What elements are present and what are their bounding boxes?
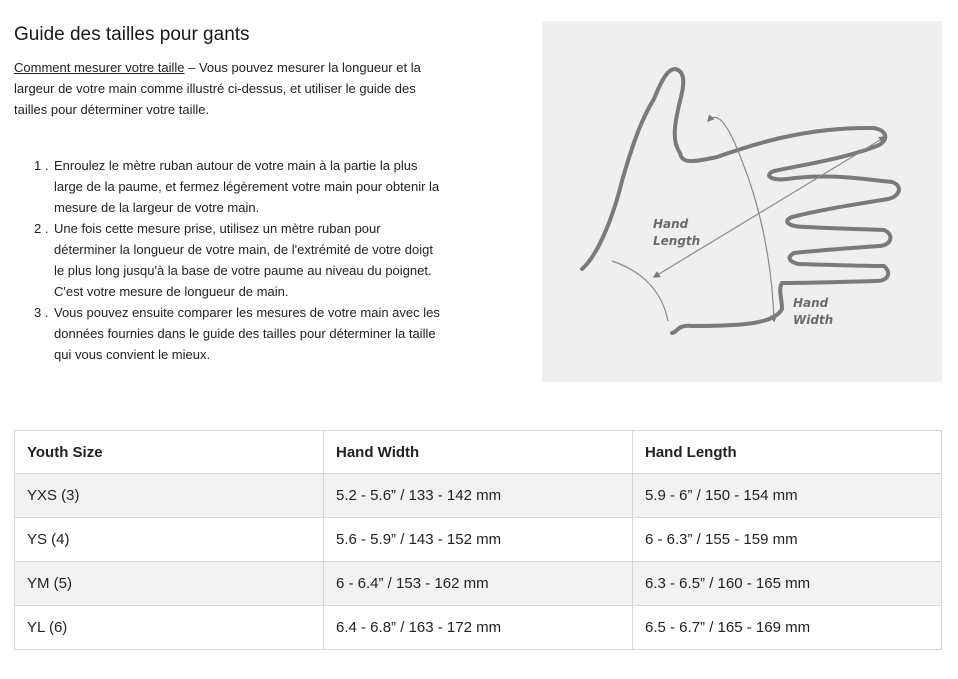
step-number: 1 . [34, 158, 49, 173]
how-to-measure-link[interactable]: Comment mesurer votre taille [14, 60, 185, 75]
cell-size: YM (5) [15, 562, 324, 606]
cell-hand-length: 6.5 - 6.7” / 165 - 169 mm [633, 606, 942, 650]
hand-width-label-1: Hand [793, 296, 829, 310]
cell-hand-width: 6 - 6.4” / 153 - 162 mm [324, 562, 633, 606]
intro-paragraph [14, 57, 444, 120]
cell-hand-width: 5.2 - 5.6” / 133 - 142 mm [324, 474, 633, 518]
cell-hand-width: 5.6 - 5.9” / 143 - 152 mm [324, 518, 633, 562]
cell-hand-width: 6.4 - 6.8” / 163 - 172 mm [324, 606, 633, 650]
table-row [15, 606, 942, 650]
step-text: Une fois cette mesure prise, utilisez un mètre ruban pour déterminer la longueur de votre main, de l'extrémité de votre doigt le plus long jusqu'à la base de votre paume au niveau du poignet. C'est votre mesure de longueur de main. [54, 221, 433, 299]
header-youth-size: Youth Size [15, 431, 324, 474]
cell-size: YL (6) [15, 606, 324, 650]
step-text: Vous pouvez ensuite comparer les mesures de votre main avec les données fournies dans le guide des tailles pour déterminer la taille qui vous convient le mieux. [54, 305, 440, 362]
hand-length-label-1: Hand [653, 217, 689, 231]
header-hand-length: Hand Length [633, 431, 942, 474]
step-item [14, 302, 446, 365]
wrist-curve [612, 261, 668, 321]
intro-text: – Vous pouvez mesurer la longueur et la largeur de votre main comme illustré ci-dessus, et utiliser le guide des tailles pour déterminer votre taille. [14, 60, 421, 117]
hand-outline [582, 69, 899, 333]
step-text: Enroulez le mètre ruban autour de votre main à la partie la plus large de la paume, et fermez légèrement votre main pour obtenir la mesure de la largeur de votre main. [54, 158, 440, 215]
cell-hand-length: 5.9 - 6” / 150 - 154 mm [633, 474, 942, 518]
table-header-row [15, 431, 942, 474]
cell-hand-length: 6.3 - 6.5” / 160 - 165 mm [633, 562, 942, 606]
measure-steps-list [14, 155, 446, 365]
table-row [15, 518, 942, 562]
header-hand-width: Hand Width [324, 431, 633, 474]
hand-measurement-illustration [542, 21, 942, 382]
hand-length-label-2: Length [653, 234, 701, 248]
cell-hand-length: 6 - 6.3” / 155 - 159 mm [633, 518, 942, 562]
hand-diagram [542, 21, 942, 382]
hand-width-label-2: Width [793, 313, 834, 327]
step-item [14, 218, 446, 302]
step-item [14, 155, 446, 218]
table-row [15, 562, 942, 606]
cell-size: YXS (3) [15, 474, 324, 518]
size-chart-table [14, 430, 942, 650]
step-number: 2 . [34, 221, 49, 236]
table-row [15, 474, 942, 518]
cell-size: YS (4) [15, 518, 324, 562]
step-number: 3 . [34, 305, 49, 320]
page-title: Guide des tailles pour gants [14, 24, 250, 45]
